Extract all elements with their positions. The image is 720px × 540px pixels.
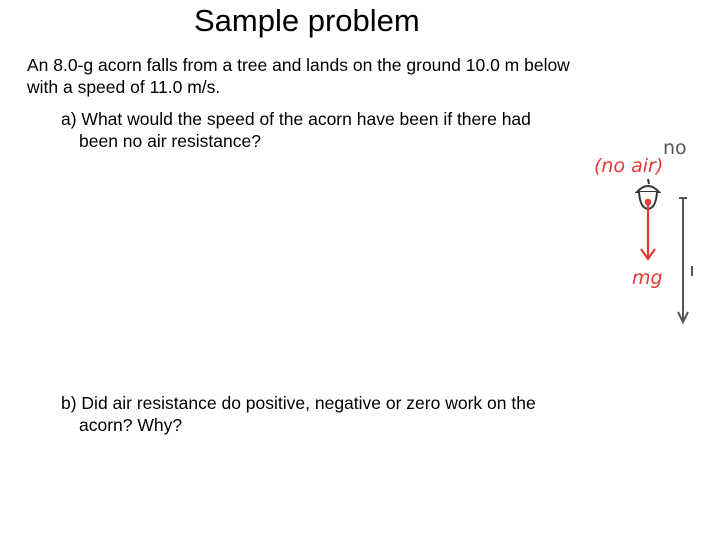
- problem-statement: [27, 54, 667, 98]
- question-a: [61, 108, 531, 152]
- gravity-force-arrow: [641, 200, 655, 259]
- force-label-mg: mg: [632, 267, 663, 289]
- problem-line: with a speed of 11.0 m/s.: [27, 77, 221, 97]
- no-air-annotation: (no air): [594, 155, 664, 177]
- question-b-line-1: b) Did air resistance do positive, negative or zero work on the: [61, 393, 536, 413]
- distance-arrow: [678, 198, 688, 322]
- question-a-line-1: a) What would the speed of the acorn have been if there had: [61, 109, 531, 129]
- question-b-line-2: acorn? Why?: [79, 415, 183, 435]
- question-a-line-2: been no air resistance?: [79, 131, 261, 151]
- free-body-sketch: [588, 132, 720, 332]
- slide-title: Sample problem: [194, 3, 420, 38]
- question-b: [61, 392, 536, 436]
- problem-line: An 8.0-g acorn falls from a tree and lands on the ground 10.0 m below: [27, 55, 570, 75]
- cutoff-handwritten-text: no: [663, 137, 687, 159]
